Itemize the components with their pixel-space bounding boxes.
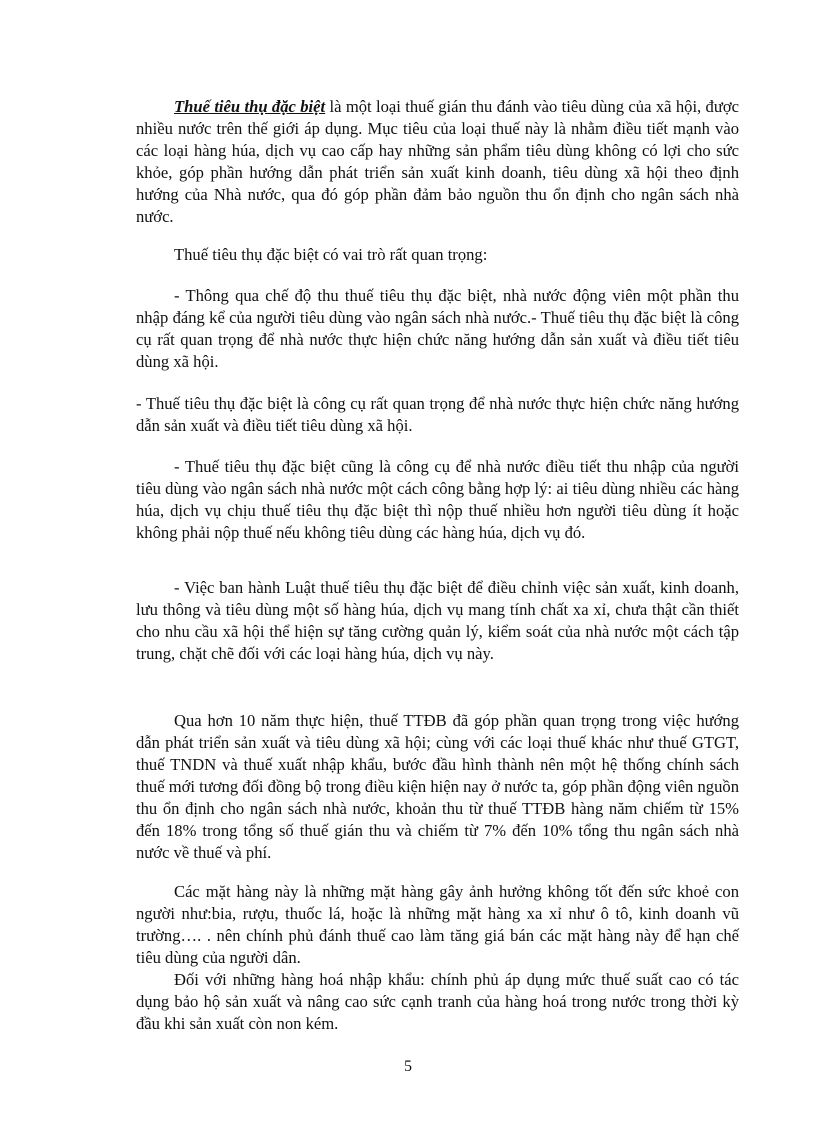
intro-paragraph (136, 96, 739, 228)
point-4-paragraph: - Việc ban hành Luật thuế tiêu thụ đặc biệt để điều chỉnh việc sản xuất, kinh doanh, lưu thông và tiêu dùng một số hàng húa, dịch vụ mang tính chất xa xỉ, chưa thật cần thiết cho nhu cầu xã hội thể hiện sự tăng cường quản lý, kiểm soát của nhà nước một cách tập trung, chặt chẽ đối với các loại hàng húa, dịch vụ này. (136, 578, 739, 663)
role-heading: Thuế tiêu thụ đặc biệt có vai trò rất quan trọng: (174, 245, 488, 264)
point-3-paragraph: - Thuế tiêu thụ đặc biệt cũng là công cụ để nhà nước điều tiết thu nhập của người tiêu dùng vào ngân sách nhà nước một cách công bằng hợp lý: ai tiêu dùng nhiều các hàng húa, dịch vụ chịu thuế tiêu thụ đặc biệt thì nộp thuế nhiều hơn người tiêu dùng ít hoặc không phải nộp thuế nếu không tiêu dùng các hàng húa, dịch vụ đó. (136, 457, 739, 542)
page-number: 5 (404, 1058, 412, 1075)
point-1-paragraph: - Thông qua chế độ thu thuế tiêu thụ đặc biệt, nhà nước động viên một phần thu nhập đáng kể của người tiêu dùng vào ngân sách nhà nước.- Thuế tiêu thụ đặc biệt là công cụ rất quan trọng để nhà nước thực hiện chức năng hướng dẫn sản xuất và điều tiết tiêu dùng xã hội. (136, 286, 739, 371)
point-2-paragraph: - Thuế tiêu thụ đặc biệt là công cụ rất quan trọng để nhà nước thực hiện chức năng hướng dẫn sản xuất và điều tiết tiêu dùng xã hội. (136, 394, 739, 435)
key-term: Thuế tiêu thụ đặc biệt (174, 97, 326, 116)
goods-paragraph: Các mặt hàng này là những mặt hàng gây ảnh hưởng không tốt đến sức khoẻ con người như:bia, rượu, thuốc lá, hoặc là những mặt hàng xa xỉ như ô tô, kinh doanh vũ trường…. . nên chính phủ đánh thuế cao làm tăng giá bán các mặt hàng này để hạn chế tiêu dùng của người dân. (136, 882, 739, 967)
intro-text: là một loại thuế gián thu đánh vào tiêu dùng của xã hội, được nhiều nước trên thế giới áp dụng. Mục tiêu của loại thuế này là nhằm điều tiết mạnh vào các loại hàng húa, dịch vụ cao cấp hay những sản phẩm tiêu dùng không có lợi cho sức khỏe, góp phần hướng dẫn phát triển sản xuất kinh doanh, tiêu dùng xã hội theo định hướng của Nhà nước, qua đó góp phần đảm bảo nguồn thu ổn định cho ngân sách nhà nước. (136, 97, 739, 226)
summary-paragraph: Qua hơn 10 năm thực hiện, thuế TTĐB đã góp phần quan trọng trong việc hướng dẫn phát triển sản xuất và tiêu dùng xã hội; cùng với các loại thuế khác như thuế GTGT, thuế TNDN và thuế xuất nhập khẩu, bước đầu hình thành nên một hệ thống chính sách thuế mới tương đối đồng bộ trong điều kiện hiện nay ở nước ta, góp phần động viên nguồn thu ổn định cho ngân sách nhà nước, khoản thu từ thuế TTĐB hàng năm chiếm từ 15% đến 18% trong tổng số thuế gián thu và chiếm từ 7% đến 10% tổng thu ngân sách nhà nước về thuế và phí. (136, 711, 739, 862)
imports-paragraph: Đối với những hàng hoá nhập khẩu: chính phủ áp dụng mức thuế suất cao có tác dụng bảo hộ sản xuất và nâng cao sức cạnh tranh của hàng hoá trong nước trong thời kỳ đầu khi sản xuất còn non kém. (136, 970, 739, 1033)
